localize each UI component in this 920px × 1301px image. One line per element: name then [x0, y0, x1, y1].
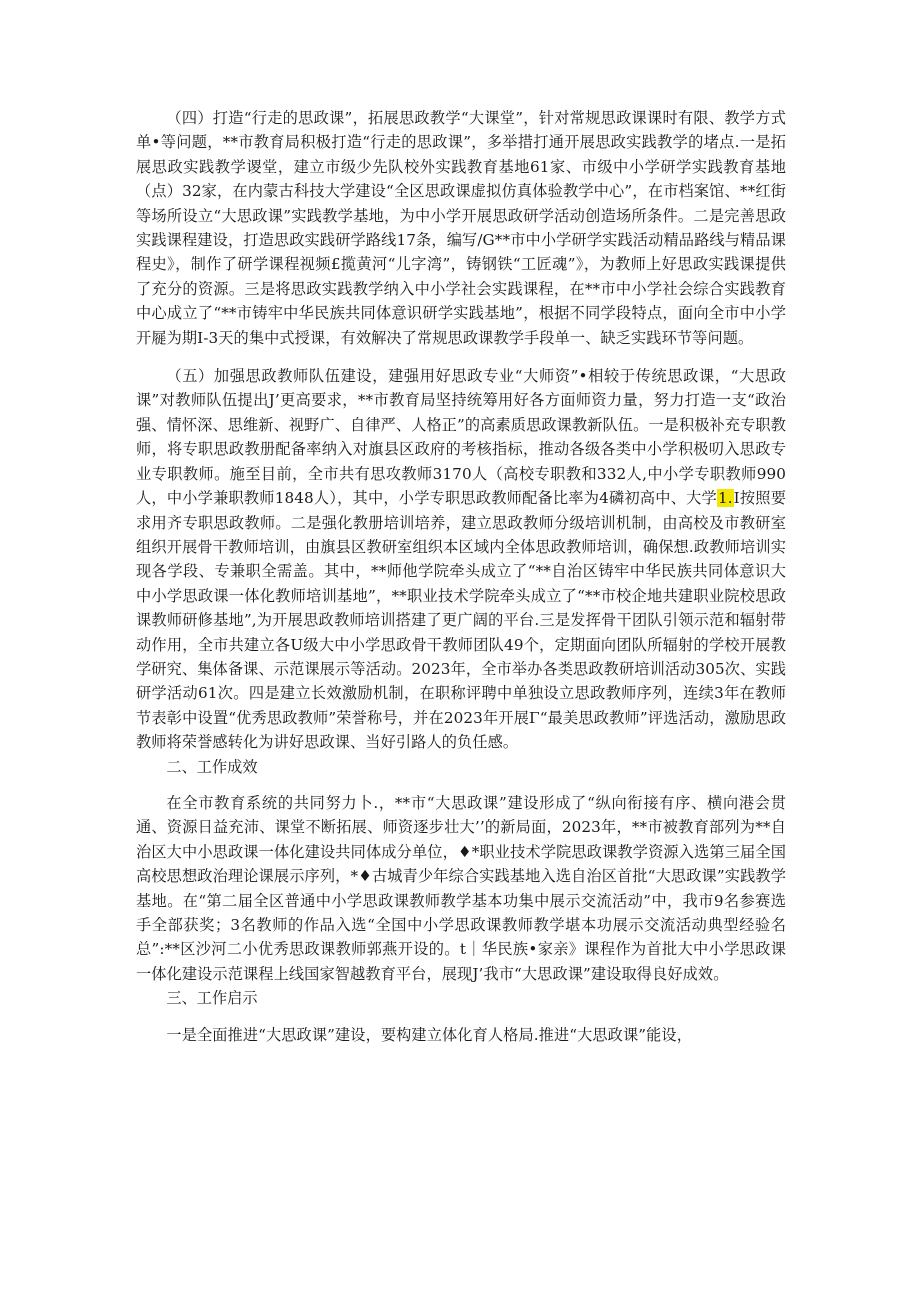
paragraph-section-five-part2: I按照要求用齐专职思政教师。二是强化教册培训培养，建立思政教师分级培训机制，由高校及市教研室组织开展骨干教师培训，由旗县区教研室组织本区域内全体思政教师培训，确保想.政教师培训实现各学段、专兼职全需盖。其中，**师他学院牵头成立了“**自治区铸牢中华民族共同体意识大中小学思政课一体化教师培训基地”，**职业技术学院牵头成立了“**市校企地共建职业院校思政课教师研修基地”,为开展思政教师培训搭建了更广阔的平台.三是发挥骨干团队引领示范和辐射带动作用，全市共建立各U级大中小学思政骨干教师团队49个，定期面向团队所辐射的学校开展教学研究、集体备课、示范课展示等活动。2023年，全市举办各类思政教研培训活动305次、实践研学活动61次。四是建立长效激励机制，在职称评聘中单独设立思政教师序列，连续3年在教师节表彰中设置“优秀思政教师”荣誉称号，并在2023年开展Γ“最美思政教师”评选活动，激励思政教师将荣誉感转化为讲好思政课、当好引路人的负任感。	[136, 489, 786, 752]
paragraph-section-five	[136, 364, 786, 755]
paragraph-section-five-part1: （五）加强思政教师队伍建设，建强用好思政专业“大师资”•相较于传统思政课，“大思政课”对教师队伍提出J’更高要求，**市教育局坚持统筹用好各方面师资力量，努力打造一支“政治强、情怀深、思维新、视野广、自律严、人格正”的高素质思政课教新队伍。一是积极补充专职教师，将专职思政教册配备率纳入对旗县区政府的考核指标，推动各级各类中小学积极叨入思政专业专职教师。施至目前，全市共有思攻教师3170人（高校专职教和332人,中小学专职教师990人，中小学兼职教师1848人），其中，小学专职思政教师配备比率为4磷初高中、大学	[136, 367, 786, 508]
heading-work-insights: 三、工作启示	[166, 989, 258, 1008]
paragraph-work-insights: 一是全面推进“大思政课”建设，要构建立体化育人格局.推进“大思政课”能设，	[166, 1025, 692, 1044]
paragraph-section-four: （四）打造“行走的思政课”，拓展思政教学“大课堂”，针对常规思政课课时有限、教学方式单•等问题，**市教育局积极打造“行走的思政课”，多举措打通开展思政实践教学的堵点.一是拓展思政实践教学谡堂，建立市级少先队校外实践教育基地61家、市级中小学研学实践教育基地（点）32家，在内蒙古科技大学建设“全区思政课虚拟仿真体验教学中心”，在市档案馆、**红街等场所设立“大思政课”实践教学基地，为中小学开展思政研学活动创造场所条件。二是完善思政实践课程建设，打造思政实践研学路线17条，编写/G**市中小学研学实践活动精品路线与精品课程史》，制作了研学课程视频£揽黄河“儿字湾”，铸钢铁“工匠魂”》，为教师上好思政实践课提供了充分的资源。三是将思政实践教学纳入中小学社会实践课程，在**市中小学社会综合实践教育中心成立了“**市铸牢中华民族共同体意识研学实践基地”，根据不同学段特点，面向全市中小学开屣为期I-3天的集中式授课，有效解决了常规思政课教学手段单一、缺乏实践环节等问题。	[136, 109, 786, 347]
highlighted-text: 1.	[717, 489, 733, 508]
document-page	[136, 106, 786, 1047]
paragraph-work-results: 在全市教育系统的共同努力卜.，**市“大思政课”建设形成了“纵向衔接有序、横向港会贯通、资源日益充沛、课堂不断拓展、师资逐步壮大’’的新局面，2023年，**市被教育部列为**自治区大中小思政课一体化建设共同体成分单位，♦*职业技术学院思政课教学资源入选第三届全国高校思想政治理论课展示序列，*♦古城青少年综合实践基地入选自治区首批“大思政课”实践教学基地。在“第二届全区普通中小学思政课教师教学基本功集中展示交流活动”中，我市9名参赛选手全部获奖；3名教师的作品入选“全国中小学思政课教师教学堪本功展示交流活动典型经验名总”:**区沙河二小优秀思政课教师郭燕开设的。t｜华民族•家亲》课程作为首批大中小学思政课一体化建设示范课程上线国家智越教育平台，展现J’我市“大思政课”建设取得良好成效。	[136, 793, 786, 983]
heading-work-results: 二、工作成效	[166, 757, 258, 776]
